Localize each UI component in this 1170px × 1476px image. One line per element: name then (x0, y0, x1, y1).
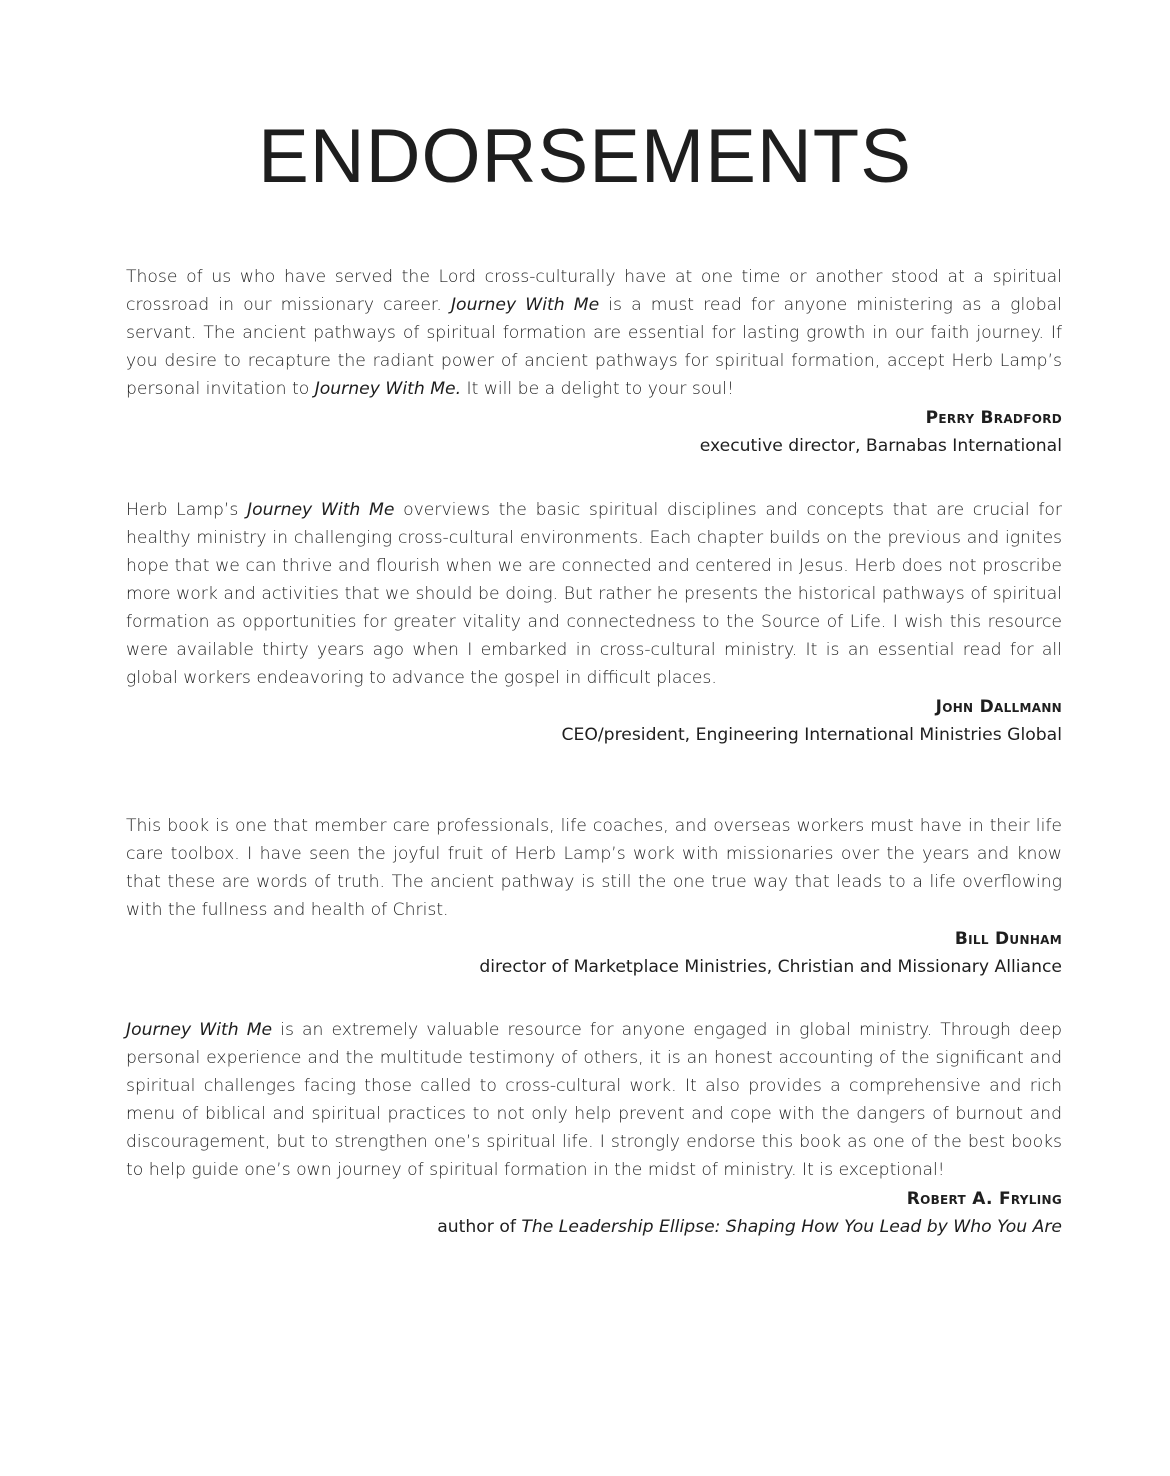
endorsement-fryling (126, 1016, 1062, 1241)
endorsement-quote: Journey With Me is an extremely valuable resource for anyone engaged in global ministry. Through deep personal experience and the multitude testimony of others, it is an honest accounting of the significant and spiritual challenges facing those called to cross-cultural work. It also provides a comprehensive and rich menu of biblical and spiritual practices to not only help prevent and cope with the dangers of burnout and discouragement, but to strengthen one’s spiritual life. I strongly endorse this book as one of the best books to help guide one’s own journey of spiritual formation in the midst of ministry. It is exceptional! (126, 1020, 1062, 1180)
endorser-role: author of The Leadership Ellipse: Shaping How You Lead by Who You Are (437, 1217, 1062, 1237)
book-title: Journey With Me (450, 295, 600, 315)
endorser-name: Perry Bradford (925, 408, 1062, 428)
endorsement-dallmann (126, 496, 1062, 749)
page-title: ENDORSEMENTS (258, 114, 912, 199)
endorsement-quote: Those of us who have served the Lord cross-culturally have at one time or another stood at a spiritual crossroad in our missionary career. Journey With Me is a must read for anyone ministering as a global servant. The ancient pathways of spiritual formation are essential for lasting growth in our faith journey. If you desire to recapture the radiant power of ancient pathways for spiritual formation, accept Herb Lamp’s personal invitation to Journey With Me. It will be a delight to your soul! (126, 267, 1062, 399)
endorsement-bradford (126, 263, 1062, 460)
endorser-role: CEO/president, Engineering International Ministries Global (561, 725, 1062, 745)
endorser-name: John Dallmann (935, 697, 1062, 717)
book-title: Journey With Me (126, 1020, 273, 1040)
endorser-role: executive director, Barnabas International (699, 436, 1062, 456)
book-title: Journey With Me (247, 500, 395, 520)
endorsement-dunham (126, 812, 1062, 981)
endorsement-quote: Herb Lamp’s Journey With Me overviews the basic spiritual disciplines and concepts that are crucial for healthy ministry in challenging cross-cultural environments. Each chapter builds on the previous and ignites hope that we can thrive and flourish when we are connected and centered in Jesus. Herb does not proscribe more work and activities that we should be doing. But rather he presents the historical pathways of spiritual formation as opportunities for greater vitality and connectedness to the Source of Life. I wish this resource were available thirty years ago when I embarked in cross-cultural ministry. It is an essential read for all global workers endeavoring to advance the gospel in difficult places. (126, 500, 1062, 688)
endorser-name: Robert A. Fryling (906, 1189, 1062, 1209)
endorsement-quote: This book is one that member care professionals, life coaches, and overseas workers must have in their life care toolbox. I have seen the joyful fruit of Herb Lamp’s work with missionaries over the years and know that these are words of truth. The ancient pathway is still the one true way that leads to a life overflowing with the fullness and health of Christ. (126, 816, 1062, 920)
book-title: The Leadership Ellipse: Shaping How You Lead by Who You Are (521, 1217, 1062, 1237)
endorser-name: Bill Dunham (954, 929, 1062, 949)
endorser-role: director of Marketplace Ministries, Christian and Missionary Alliance (479, 957, 1062, 977)
book-title: Journey With Me. (314, 379, 462, 399)
